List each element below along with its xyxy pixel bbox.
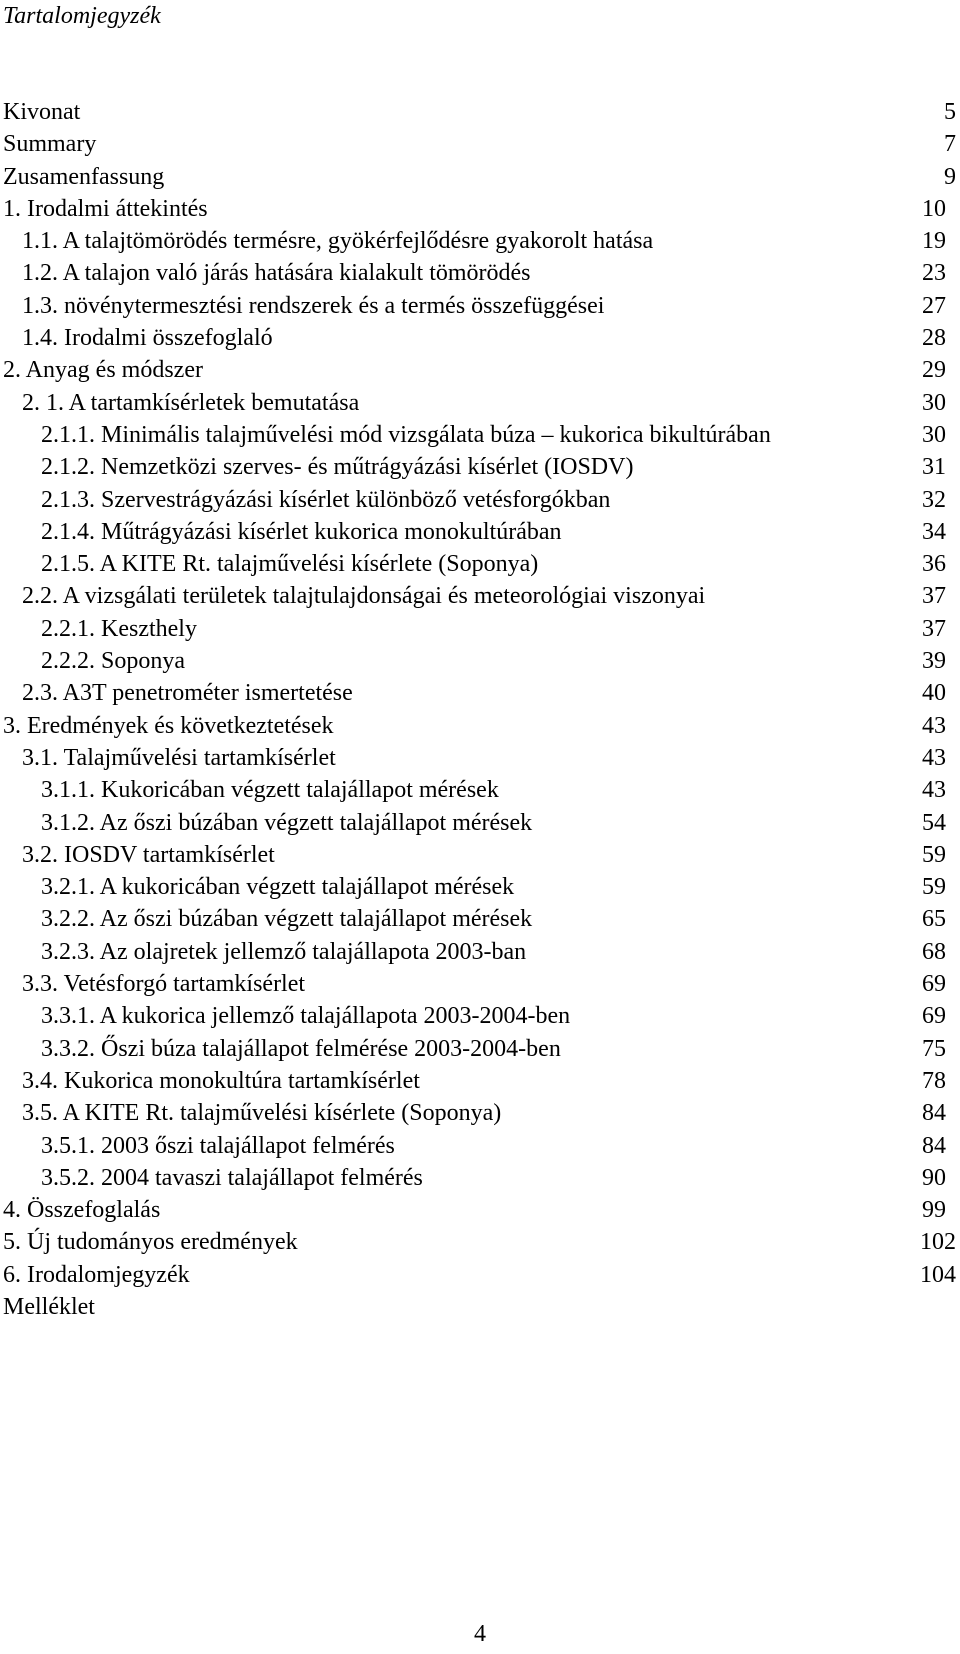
toc-entry-label: Summary bbox=[3, 131, 97, 158]
toc-entry-page: 9 bbox=[944, 163, 956, 190]
toc-entry bbox=[0, 193, 960, 225]
toc-entry-page: 102 bbox=[920, 1229, 956, 1256]
toc-entry-page: 30 bbox=[922, 421, 946, 448]
page-title: Tartalomjegyzék bbox=[3, 3, 161, 29]
toc-entry-label: 2.1.4. Műtrágyázási kísérlet kukorica monokultúrában bbox=[41, 518, 562, 545]
toc-entry bbox=[0, 451, 960, 483]
toc-entry bbox=[0, 613, 960, 645]
toc-entry-page: 10 bbox=[922, 195, 946, 222]
toc-entry-page: 28 bbox=[922, 325, 946, 352]
toc-entry-label: 2.2.2. Soponya bbox=[41, 648, 185, 675]
toc-entry bbox=[0, 774, 960, 806]
toc-entry bbox=[0, 290, 960, 322]
toc-entry-label: 2.1.2. Nemzetközi szerves- és műtrágyázási kísérlet (IOSDV) bbox=[41, 454, 634, 481]
toc-entry bbox=[0, 936, 960, 968]
toc-entry-page: 84 bbox=[922, 1132, 946, 1159]
toc-entry-label: 2.2. A vizsgálati területek talajtulajdonságai és meteorológiai viszonyai bbox=[22, 583, 706, 610]
toc-entry-label: 1.4. Irodalmi összefoglaló bbox=[22, 325, 273, 352]
toc-entry-page: 43 bbox=[922, 744, 946, 771]
toc-entry bbox=[0, 1033, 960, 1065]
toc-entry-label: 2.1.5. A KITE Rt. talajművelési kísérlete (Soponya) bbox=[41, 551, 539, 578]
toc-entry bbox=[0, 516, 960, 548]
toc-entry-label: 3.2.2. Az őszi búzában végzett talajállapot mérések bbox=[41, 906, 533, 933]
toc-entry-label: 1. Irodalmi áttekintés bbox=[3, 195, 208, 222]
toc-entry bbox=[0, 257, 960, 289]
toc-entry-page: 29 bbox=[922, 357, 946, 384]
toc-entry-page: 104 bbox=[920, 1261, 956, 1288]
page-number: 4 bbox=[474, 1621, 486, 1647]
toc-entry-label: 4. Összefoglalás bbox=[3, 1197, 161, 1224]
toc-entry-page: 69 bbox=[922, 971, 946, 998]
toc-entry-page: 75 bbox=[922, 1035, 946, 1062]
toc-entry bbox=[0, 387, 960, 419]
toc-entry-page: 36 bbox=[922, 551, 946, 578]
toc-entry-page: 37 bbox=[922, 583, 946, 610]
toc-entry-page: 43 bbox=[922, 712, 946, 739]
toc-entry-label: 5. Új tudományos eredmények bbox=[3, 1229, 298, 1256]
toc-entry-label: 3.5.1. 2003 őszi talajállapot felmérés bbox=[41, 1132, 395, 1159]
toc-entry-label: 2.1.1. Minimális talajművelési mód vizsgálata búza – kukorica bikultúrában bbox=[41, 421, 771, 448]
toc-entry-page: 32 bbox=[922, 486, 946, 513]
toc-entry-page: 39 bbox=[922, 648, 946, 675]
toc-entry-page: 27 bbox=[922, 292, 946, 319]
toc-entry bbox=[0, 484, 960, 516]
toc-entry-label: 3.3.1. A kukorica jellemző talajállapota 2003-2004-ben bbox=[41, 1003, 571, 1030]
toc-entry bbox=[0, 839, 960, 871]
toc-entry bbox=[0, 1000, 960, 1032]
toc-entry-label: 3.5.2. 2004 tavaszi talajállapot felmérés bbox=[41, 1164, 423, 1191]
toc-entry-label: 3.2.1. A kukoricában végzett talajállapot mérések bbox=[41, 874, 515, 901]
toc-entry bbox=[0, 1065, 960, 1097]
toc-entry-page: 65 bbox=[922, 906, 946, 933]
toc-entry-label: 3.3. Vetésforgó tartamkísérlet bbox=[22, 971, 306, 998]
toc-entry-label: Kivonat bbox=[3, 99, 81, 125]
toc-entry-label: 1.1. A talajtömörödés termésre, gyökérfejlődésre gyakorolt hatása bbox=[22, 228, 654, 255]
toc-entry-label: Zusamenfassung bbox=[3, 163, 165, 190]
toc-entry-label: Melléklet bbox=[3, 1293, 95, 1320]
toc-entry-page: 43 bbox=[922, 777, 946, 804]
toc-entry bbox=[0, 742, 960, 774]
toc-entry-page: 7 bbox=[944, 131, 956, 158]
toc-entry-page: 69 bbox=[922, 1003, 946, 1030]
toc-entry-page: 37 bbox=[922, 615, 946, 642]
toc-entry bbox=[0, 968, 960, 1000]
toc-entry bbox=[0, 548, 960, 580]
toc-entry-page: 54 bbox=[922, 809, 946, 836]
toc-entry-label: 3.2. IOSDV tartamkísérlet bbox=[22, 841, 275, 868]
toc-entry bbox=[0, 225, 960, 257]
toc-entry-page: 84 bbox=[922, 1100, 946, 1127]
toc-entry-page: 59 bbox=[922, 874, 946, 901]
toc-entry-label: 1.2. A talajon való járás hatására kialakult tömörödés bbox=[22, 260, 531, 287]
toc-entry bbox=[0, 1130, 960, 1162]
toc-entry-label: 3.1.2. Az őszi búzában végzett talajállapot mérések bbox=[41, 809, 533, 836]
toc-entry-page: 68 bbox=[922, 938, 946, 965]
toc-entry-page: 59 bbox=[922, 841, 946, 868]
toc-entry-label: 3.1.1. Kukoricában végzett talajállapot mérések bbox=[41, 777, 499, 804]
toc-entry-label: 3. Eredmények és következtetések bbox=[3, 712, 334, 739]
toc-entry-label: 1.3. növénytermesztési rendszerek és a termés összefüggései bbox=[22, 292, 605, 319]
toc-entry bbox=[0, 645, 960, 677]
toc-entry bbox=[0, 128, 960, 160]
toc-entry-label: 2.3. A3T penetrométer ismertetése bbox=[22, 680, 353, 707]
toc-entry-page: 31 bbox=[922, 454, 946, 481]
toc-entry bbox=[0, 710, 960, 742]
toc-entry-page: 23 bbox=[922, 260, 946, 287]
toc-entry-page: 99 bbox=[922, 1197, 946, 1224]
toc-entry bbox=[0, 580, 960, 612]
toc-entry-label: 2.2.1. Keszthely bbox=[41, 615, 197, 642]
toc-entry bbox=[0, 1097, 960, 1129]
toc-entry bbox=[0, 903, 960, 935]
toc-entry bbox=[0, 96, 960, 128]
toc-entry bbox=[0, 1194, 960, 1226]
toc-entry-label: 3.3.2. Őszi búza talajállapot felmérése 2003-2004-ben bbox=[41, 1035, 561, 1062]
toc-entry-page: 19 bbox=[922, 228, 946, 255]
toc-entry bbox=[0, 677, 960, 709]
toc-entry-label: 6. Irodalomjegyzék bbox=[3, 1261, 190, 1288]
toc-entry bbox=[0, 1226, 960, 1258]
toc-entry bbox=[0, 1259, 960, 1291]
toc-entry bbox=[0, 1291, 960, 1323]
toc-entry-page: 30 bbox=[922, 389, 946, 416]
toc-entry bbox=[0, 419, 960, 451]
toc-entry-label: 3.5. A KITE Rt. talajművelési kísérlete (Soponya) bbox=[22, 1100, 502, 1127]
toc-entry bbox=[0, 354, 960, 386]
toc-entry-label: 2. 1. A tartamkísérletek bemutatása bbox=[22, 389, 360, 416]
toc-entry-label: 3.1. Talajművelési tartamkísérlet bbox=[22, 744, 336, 771]
toc-entry bbox=[0, 807, 960, 839]
toc-entry-label: 2.1.3. Szervestrágyázási kísérlet különböző vetésforgókban bbox=[41, 486, 611, 513]
toc-entry bbox=[0, 1162, 960, 1194]
toc-entry-label: 3.2.3. Az olajretek jellemző talajállapota 2003-ban bbox=[41, 938, 527, 965]
toc-entry-label: 2. Anyag és módszer bbox=[3, 357, 203, 384]
toc-entry-page: 40 bbox=[922, 680, 946, 707]
toc-entry bbox=[0, 322, 960, 354]
toc-entry bbox=[0, 871, 960, 903]
toc-entry-page: 34 bbox=[922, 518, 946, 545]
toc-entry-page: 5 bbox=[944, 99, 956, 125]
toc-entry bbox=[0, 161, 960, 193]
table-of-contents bbox=[0, 96, 960, 1323]
toc-entry-page: 78 bbox=[922, 1067, 946, 1094]
toc-entry-page: 90 bbox=[922, 1164, 946, 1191]
toc-entry-label: 3.4. Kukorica monokultúra tartamkísérlet bbox=[22, 1067, 420, 1094]
